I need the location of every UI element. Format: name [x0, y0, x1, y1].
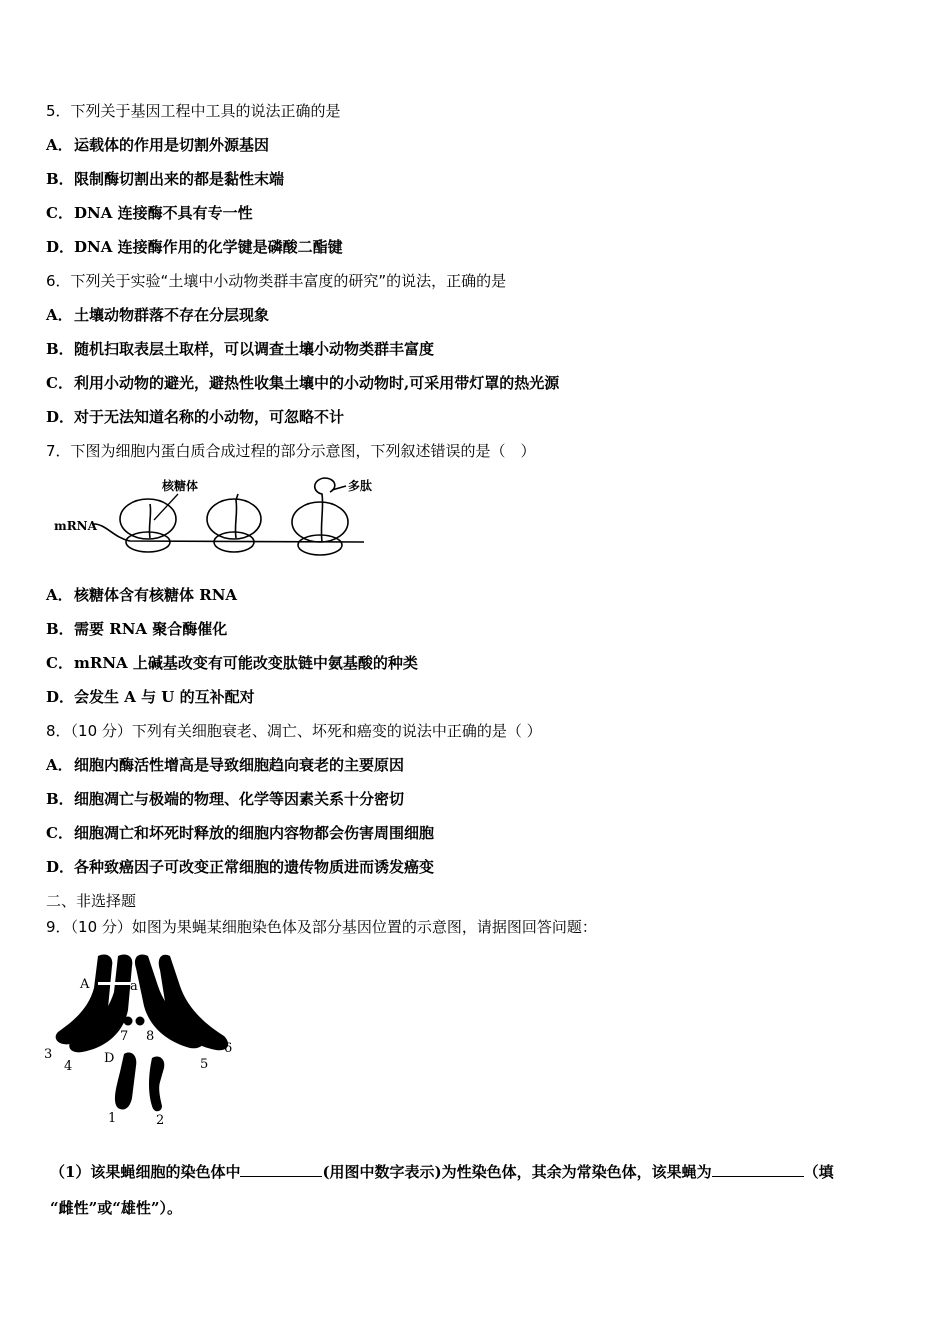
label-8: 8	[146, 1029, 155, 1044]
q7-option-d: D．会发生 A 与 U 的互补配对	[46, 688, 255, 706]
label-5: 5	[200, 1057, 209, 1072]
q5-option-d: D．DNA 连接酶作用的化学键是磷酸二酯键	[46, 238, 343, 256]
q7-option-a: A．核糖体含有核糖体 RNA	[46, 586, 238, 604]
q6-option-c: C．利用小动物的避光，避热性收集土壤中的小动物时,可采用带灯罩的热光源	[46, 374, 560, 392]
chromosome-7	[124, 1017, 133, 1026]
chromosome-8	[136, 1017, 145, 1026]
label-D: D	[104, 1051, 115, 1066]
ribosome-1	[120, 499, 176, 552]
q7-option-b: B．需要 RNA 聚合酶催化	[46, 620, 228, 638]
q8-option-c: C．细胞凋亡和坏死时释放的细胞内容物都会伤害周围细胞	[46, 824, 435, 842]
q6-option-b: B．随机扫取表层土取样，可以调查土壤小动物类群丰富度	[46, 340, 435, 358]
q6-option-a: A．土壤动物群落不存在分层现象	[46, 306, 270, 324]
q7-option-c: C．mRNA 上碱基改变有可能改变肽链中氨基酸的种类	[46, 654, 418, 672]
ribosome-3	[292, 478, 348, 555]
label-7: 7	[120, 1029, 129, 1044]
label-6: 6	[224, 1041, 233, 1056]
peptide-label: 多肽	[348, 479, 373, 493]
mrna-label: mRNA	[54, 519, 97, 533]
label-A: A	[80, 977, 90, 992]
label-2: 2	[156, 1113, 165, 1128]
label-4: 4	[64, 1059, 73, 1074]
answer-blank-1[interactable]	[240, 1160, 322, 1177]
q5-stem: 5．下列关于基因工程中工具的说法正确的是	[46, 102, 341, 120]
q5-option-c: C．DNA 连接酶不具有专一性	[46, 204, 253, 222]
translation-diagram	[50, 472, 380, 564]
answer-blank-2[interactable]	[712, 1160, 804, 1177]
q6-stem: 6．下列关于实验“土壤中小动物类群丰富度的研究”的说法，正确的是	[46, 272, 507, 290]
chromosome-diagram	[40, 948, 240, 1130]
q7-stem: 7．下图为细胞内蛋白质合成过程的部分示意图，下列叙述错误的是（ ）	[46, 442, 536, 460]
sex-chromosomes	[115, 1053, 164, 1112]
q9-sub1: （1）该果蝇细胞的染色体中 (用图中数字表示)为性染色体，其余为常染色体，该果蝇为 （填	[50, 1160, 834, 1182]
ribosome-2	[207, 494, 261, 552]
q8-option-a: A．细胞内酶活性增高是导致细胞趋向衰老的主要原因	[46, 756, 405, 774]
q5-option-b: B．限制酶切割出来的都是黏性末端	[46, 170, 285, 188]
q8-option-d: D．各种致癌因子可改变正常细胞的遗传物质进而诱发癌变	[46, 858, 435, 876]
label-3: 3	[44, 1047, 53, 1062]
q6-option-d: D．对于无法知道名称的小动物，可忽略不计	[46, 408, 345, 426]
label-a: a	[130, 979, 138, 994]
section-heading: 二、非选择题	[46, 892, 137, 910]
q5-option-a: A．运载体的作用是切割外源基因	[46, 136, 270, 154]
q8-stem: 8．（10 分）下列有关细胞衰老、凋亡、坏死和癌变的说法中正确的是（ ）	[46, 722, 542, 740]
label-1: 1	[108, 1111, 117, 1126]
q9-sub1-continued: “雌性”或“雄性”）。	[50, 1199, 183, 1217]
ribosome-pointer	[154, 494, 178, 520]
ribosome-label: 核糖体	[162, 479, 199, 493]
q9-stem: 9．（10 分）如图为果蝇某细胞染色体及部分基因位置的示意图，请据图回答问题：	[46, 918, 597, 936]
q8-option-b: B．细胞凋亡与极端的物理、化学等因素关系十分密切	[46, 790, 405, 808]
